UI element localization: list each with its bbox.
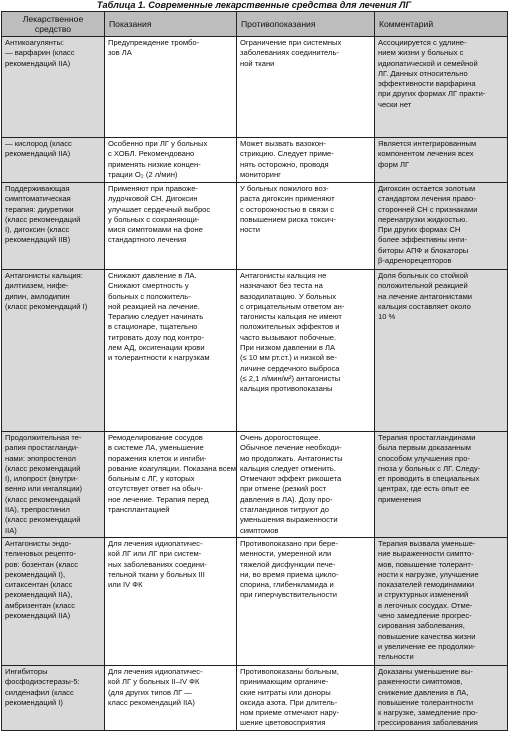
cell-line: Терапия простагландинами bbox=[378, 433, 476, 442]
cell-line: применять низкие концен- bbox=[108, 159, 201, 169]
cell-comment bbox=[375, 138, 508, 183]
cell-line: центрах, где есть опыт ее bbox=[378, 484, 470, 494]
cell-line: мися симптомами на фоне bbox=[108, 225, 203, 235]
cell-line: тельной ткани у больных III bbox=[108, 569, 205, 579]
cell-line: тяжелой дисфункции пече- bbox=[240, 559, 336, 569]
table-row bbox=[2, 183, 508, 270]
cell-contraindications bbox=[237, 665, 375, 730]
cell-line: ские нитраты или доноры bbox=[240, 687, 331, 697]
cell-indications bbox=[105, 183, 237, 270]
cell-line: спорина, глибенкламида и bbox=[240, 580, 334, 590]
cell-line: рекомендаций I) bbox=[5, 697, 63, 707]
cell-line: мониторинг bbox=[240, 169, 281, 179]
cell-line: — кислород (класс bbox=[5, 139, 72, 148]
cell-line: У больных пожилого воз- bbox=[240, 184, 329, 193]
cell-line: I), дигоксин (класс bbox=[5, 225, 70, 235]
cell-line: Антикоагулянты: bbox=[5, 38, 65, 47]
cell-line: симптоматическая bbox=[5, 194, 71, 204]
cell-line: стандартного лечения bbox=[108, 235, 187, 245]
cell-line: нием жизни у больных с bbox=[378, 48, 464, 58]
cell-line: Ограничение при системных bbox=[240, 38, 342, 47]
cell-comment bbox=[375, 665, 508, 730]
cell-indications bbox=[105, 432, 237, 538]
cell-line: повышение качества жизни bbox=[378, 631, 476, 641]
cell-line: чено замедление прогрес- bbox=[378, 611, 472, 621]
cell-line: шение цветовосприятия bbox=[240, 718, 326, 728]
cell-line: Обычное лечение необходи- bbox=[240, 443, 342, 453]
cell-indications bbox=[105, 665, 237, 730]
cell-line: грессирования заболевания bbox=[378, 718, 478, 728]
cell-line: класс рекомендаций IIA) bbox=[108, 697, 195, 707]
cell-line: I), илопрост (внутри- bbox=[5, 474, 78, 484]
header-comment: Комментарий bbox=[375, 12, 508, 37]
cell-line: 10 % bbox=[378, 312, 396, 322]
cell-contraindications bbox=[237, 270, 375, 432]
cell-line: чески нет bbox=[378, 99, 412, 109]
cell-line: с отрицательным ответом ан- bbox=[240, 301, 345, 311]
cell-line: Противопоказаны больным, bbox=[240, 666, 339, 676]
cell-line: поражения клеток и ингиби- bbox=[108, 453, 207, 463]
cell-line: Антагонисты кальция не bbox=[240, 271, 327, 280]
cell-line: (для других типов ЛГ — bbox=[108, 687, 192, 697]
cell-line: при отмене (резкий рост bbox=[240, 484, 327, 494]
table-caption: Таблица 1. Современные лекарственные средства для лечения ЛГ bbox=[96, 0, 412, 10]
cell-contraindications bbox=[237, 537, 375, 665]
cell-line: рекомендаций IIA) bbox=[5, 611, 71, 621]
cell-line: мо продолжать. Антагонисты bbox=[240, 453, 343, 463]
cell-contraindications bbox=[237, 37, 375, 138]
cell-line: компонентом лечения всех bbox=[378, 149, 474, 159]
cell-line: Дигоксин остается золотым bbox=[378, 184, 476, 193]
cell-line: назначают без теста на bbox=[240, 281, 323, 291]
cell-indications bbox=[105, 138, 237, 183]
cell-line: Снижают давление в ЛА. bbox=[108, 271, 197, 280]
cell-line: ЛГ. Данных относительно bbox=[378, 68, 468, 78]
cell-line: IIA), трепростинил bbox=[5, 505, 70, 515]
cell-line: кальция противопоказаны bbox=[240, 384, 333, 394]
cell-line: Ремоделирование сосудов bbox=[108, 433, 203, 442]
cell-line: стрикцию. Следует приме- bbox=[240, 149, 334, 159]
cell-line: больным с ЛГ, у которых bbox=[108, 474, 195, 484]
cell-line: Терапию следует начинать bbox=[108, 312, 204, 322]
cell-line: гноза у больных с ЛГ. Следу- bbox=[378, 463, 481, 473]
cell-line: Ингибиторы bbox=[5, 666, 48, 676]
cell-line: (класс рекомендаций bbox=[5, 214, 81, 224]
cell-line: применения bbox=[378, 494, 421, 504]
cell-line: трации O₂ (2 л/мин) bbox=[108, 169, 178, 179]
cell-line: давления в ЛА). Дозу про- bbox=[240, 494, 333, 504]
cell-line: Доля больных со стойкой bbox=[378, 271, 469, 280]
cell-line: с осторожностью в связи с bbox=[240, 204, 335, 214]
cell-line: показателей гемодинамики bbox=[378, 580, 475, 590]
cell-drug bbox=[2, 665, 105, 730]
cell-drug bbox=[2, 138, 105, 183]
cell-line: и структурных изменений bbox=[378, 590, 469, 600]
cell-line: уменьшения выраженности bbox=[240, 515, 338, 525]
cell-line: ров: бозентан (класс bbox=[5, 559, 79, 569]
cell-line: телиновых рецепто- bbox=[5, 549, 77, 559]
cell-indications bbox=[105, 537, 237, 665]
cell-drug bbox=[2, 270, 105, 432]
cell-line: Ассоциируется с удлине- bbox=[378, 38, 467, 47]
cell-line: положительных эффектов и bbox=[240, 322, 340, 332]
cell-line: менности, умеренной или bbox=[240, 549, 332, 559]
cell-line: больных с положитель- bbox=[108, 291, 191, 301]
cell-line: Особенно при ЛГ у больных bbox=[108, 139, 208, 148]
cell-line: Продолжительная те- bbox=[5, 433, 82, 442]
cell-drug bbox=[2, 537, 105, 665]
cell-line: силденафил (класс bbox=[5, 687, 74, 697]
cell-line: Для лечения идиопатичес- bbox=[108, 666, 203, 676]
cell-line: сирования заболевания, bbox=[378, 621, 465, 631]
cell-line: принимающим органиче- bbox=[240, 677, 329, 687]
cell-line: рекомендаций IIA) bbox=[5, 58, 71, 68]
cell-line: в легочных сосудах. Отме- bbox=[378, 600, 473, 610]
cell-line: более эффективны инги- bbox=[378, 235, 467, 245]
cell-line: с ХОБЛ. Рекомендовано bbox=[108, 149, 195, 159]
cell-line: трансплантацией bbox=[108, 505, 170, 515]
cell-line: (класс рекомендаций I) bbox=[5, 301, 88, 311]
cell-line: Является интегрированным bbox=[378, 139, 477, 148]
cell-indications bbox=[105, 37, 237, 138]
cell-line: ние выраженности симпто- bbox=[378, 549, 474, 559]
cell-line: симптомов bbox=[240, 525, 279, 535]
cell-line: ет проводить в специальных bbox=[378, 474, 480, 484]
cell-line: раста дигоксин применяют bbox=[240, 194, 335, 204]
cell-line: ности bbox=[240, 225, 260, 235]
cell-line: повышением риска токсич- bbox=[240, 214, 336, 224]
header-drug-line: средство bbox=[34, 24, 72, 34]
cell-line: ности к нагрузке, улучшение bbox=[378, 569, 479, 579]
cell-line: стагландинов титруют до bbox=[240, 505, 329, 515]
cell-line: кальция следует отменить. bbox=[240, 463, 336, 473]
header-contraindications: Противопоказания bbox=[237, 12, 375, 37]
cell-line: к нагрузке, замедление про- bbox=[378, 708, 478, 718]
cell-line: Отмечают эффект рикошета bbox=[240, 474, 342, 484]
header-drug-line: Лекарственное bbox=[22, 14, 84, 24]
cell-line: и увеличение ее продолжи- bbox=[378, 641, 476, 651]
table-row bbox=[2, 432, 508, 538]
cell-drug bbox=[2, 183, 105, 270]
cell-line: вазодилатацию. У больных bbox=[240, 291, 336, 301]
cell-line: лудочковой СН. Дигоксин bbox=[108, 194, 198, 204]
cell-line: биторы АПФ и блокаторы bbox=[378, 245, 469, 255]
cell-line: Антагонисты кальция: bbox=[5, 271, 83, 280]
cell-line: рекомендаций IIA), bbox=[5, 590, 73, 600]
cell-line: При низком давлении в ЛА bbox=[240, 343, 336, 353]
cell-line: улучшает сердечный выброс bbox=[108, 204, 211, 214]
cell-indications bbox=[105, 270, 237, 432]
cell-comment bbox=[375, 270, 508, 432]
cell-line: кальция составляет около bbox=[378, 301, 471, 311]
cell-line: кой ЛГ у больных II–IV ФК bbox=[108, 677, 200, 687]
cell-line: сторонней СН с признаками bbox=[378, 204, 478, 214]
cell-line: тельности bbox=[378, 652, 414, 662]
table-row bbox=[2, 537, 508, 665]
cell-line: тагонисты кальция не имеют bbox=[240, 312, 342, 322]
cell-line: IIA) bbox=[5, 525, 17, 535]
cell-line: Очень дорогостоящее. bbox=[240, 433, 321, 442]
cell-line: рование коагуляции. Показана всем bbox=[108, 463, 236, 473]
cell-line: ной ткани bbox=[240, 58, 275, 68]
table-header-row bbox=[2, 12, 508, 37]
cell-line: лем АД, оксигенации крови bbox=[108, 343, 205, 353]
cell-line: (≤ 2,1 л/мин/м²) антагонисты bbox=[240, 373, 341, 383]
cell-line: Доказаны уменьшение вы- bbox=[378, 666, 473, 676]
cell-line: терапия: диуретики bbox=[5, 204, 74, 214]
drugs-table bbox=[1, 11, 508, 731]
cell-contraindications bbox=[237, 432, 375, 538]
cell-line: рекомендаций I), bbox=[5, 569, 66, 579]
cell-line: личине сердечного выброса bbox=[240, 363, 340, 373]
cell-line: у больных с сохраняющи- bbox=[108, 214, 200, 224]
cell-line: снижение давления в ЛА, bbox=[378, 687, 469, 697]
cell-line: перенагрузки жидкостью. bbox=[378, 214, 468, 224]
cell-line: (класс рекомендаций bbox=[5, 463, 81, 473]
cell-line: амбризентан (класс bbox=[5, 600, 76, 610]
cell-line: рекомендаций IIA) bbox=[5, 149, 71, 159]
cell-line: дилтиазем, нифе- bbox=[5, 281, 69, 291]
header-indications: Показания bbox=[105, 12, 237, 37]
cell-line: способом улучшения про- bbox=[378, 453, 471, 463]
table-row bbox=[2, 665, 508, 730]
cell-line: часто вызывают побочные. bbox=[240, 332, 337, 342]
cell-line: Предупреждение тромбо- bbox=[108, 38, 200, 47]
cell-line: Поддерживающая bbox=[5, 184, 70, 193]
cell-line: зов ЛА bbox=[108, 48, 132, 58]
cell-line: При других формах СН bbox=[378, 225, 461, 235]
cell-line: Антагонисты эндо- bbox=[5, 538, 72, 548]
cell-contraindications bbox=[237, 138, 375, 183]
cell-line: раженности симптомов, bbox=[378, 677, 463, 687]
cell-line: в системе ЛА, уменьшение bbox=[108, 443, 204, 453]
cell-comment bbox=[375, 537, 508, 665]
cell-contraindications bbox=[237, 183, 375, 270]
cell-comment bbox=[375, 37, 508, 138]
cell-drug bbox=[2, 432, 105, 538]
cell-line: β-адренорецепторов bbox=[378, 256, 452, 266]
cell-line: повышение толерантности bbox=[378, 697, 474, 707]
cell-line: ситаксентан (класс bbox=[5, 580, 73, 590]
cell-line: идиопатической и семейной bbox=[378, 58, 478, 68]
table-row bbox=[2, 270, 508, 432]
cell-line: рапия простагланди- bbox=[5, 443, 79, 453]
cell-line: Применяют при правоже- bbox=[108, 184, 198, 193]
cell-line: — варфарин (класс bbox=[5, 48, 75, 58]
cell-line: стандартом лечения право- bbox=[378, 194, 476, 204]
table-row bbox=[2, 138, 508, 183]
cell-line: ни, во время приема цикло- bbox=[240, 569, 339, 579]
cell-line: титровать дозу под контро- bbox=[108, 332, 205, 342]
cell-line: отсутствует ответ на обыч- bbox=[108, 484, 203, 494]
cell-line: Терапия вызвала уменьше- bbox=[378, 538, 476, 548]
cell-line: ное лечение. Терапия перед bbox=[108, 494, 209, 504]
cell-line: положительной реакцией bbox=[378, 281, 468, 291]
header-drug bbox=[2, 12, 105, 37]
cell-line: эффективности варфарина bbox=[378, 79, 476, 89]
cell-line: оксида азота. При длитель- bbox=[240, 697, 338, 707]
cell-line: (класс рекомендаций bbox=[5, 515, 81, 525]
cell-line: при других формах ЛГ практи- bbox=[378, 89, 486, 99]
cell-line: кой ЛГ или ЛГ при систем- bbox=[108, 549, 202, 559]
cell-line: нами: эпопростенол bbox=[5, 453, 76, 463]
cell-drug bbox=[2, 37, 105, 138]
cell-line: дипин, амлодипин bbox=[5, 291, 70, 301]
cell-comment bbox=[375, 183, 508, 270]
cell-line: ном приеме отмечают нару- bbox=[240, 708, 340, 718]
cell-line: на лечение антагонистами bbox=[378, 291, 473, 301]
cell-line: ных заболеваниях соедини- bbox=[108, 559, 207, 569]
cell-line: Противопоказано при бере- bbox=[240, 538, 338, 548]
cell-line: фосфодиэстеразы-5: bbox=[5, 677, 80, 687]
cell-comment bbox=[375, 432, 508, 538]
cell-line: (≤ 10 мм рт.ст.) и низкой ве- bbox=[240, 353, 337, 363]
cell-line: заболеваниях соединитель- bbox=[240, 48, 339, 58]
cell-line: нять осторожно, проводя bbox=[240, 159, 329, 169]
table-row bbox=[2, 37, 508, 138]
cell-line: Снижают смертность у bbox=[108, 281, 189, 291]
cell-line: рекомендаций IIB) bbox=[5, 235, 71, 245]
cell-line: или IV ФК bbox=[108, 580, 143, 590]
cell-line: (класс рекомендаций bbox=[5, 494, 81, 504]
cell-line: венно или ингаляции) bbox=[5, 484, 83, 494]
cell-line: в стационаре, тщательно bbox=[108, 322, 198, 332]
cell-line: мов, повышение толерант- bbox=[378, 559, 474, 569]
cell-line: и толерантности к нагрузкам bbox=[108, 353, 210, 363]
cell-line: была первым доказанным bbox=[378, 443, 472, 453]
cell-line: форм ЛГ bbox=[378, 159, 410, 169]
cell-line: Может вызвать вазокон- bbox=[240, 139, 326, 148]
cell-line: ной реакцией на лечение. bbox=[108, 301, 200, 311]
cell-line: Для лечения идиопатичес- bbox=[108, 538, 203, 548]
cell-line: при гиперчувствительности bbox=[240, 590, 338, 600]
